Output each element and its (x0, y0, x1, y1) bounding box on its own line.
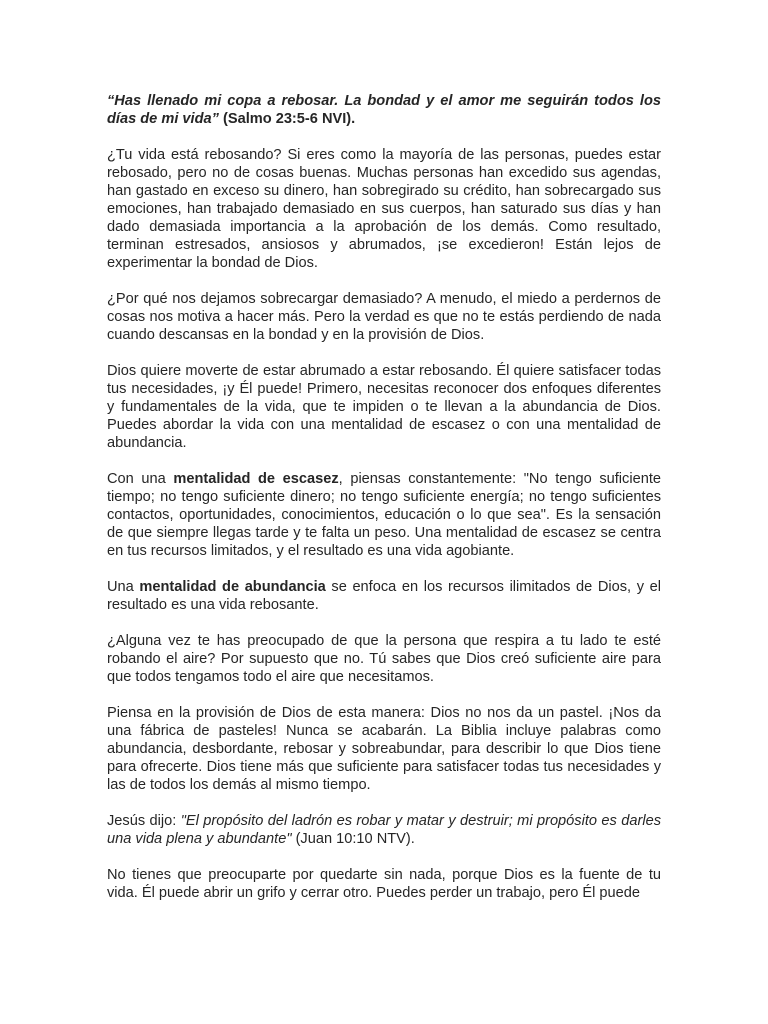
paragraph-8-lead: Jesús dijo: (107, 813, 181, 829)
paragraph-9: No tienes que preocuparte por quedarte sin nada, porque Dios es la fuente de tu vida. Él puede abrir un grifo y cerrar otro. Puedes perder un trabajo, pero Él puede (107, 867, 661, 901)
paragraph-5 (107, 578, 661, 614)
document-page (107, 92, 661, 920)
abundance-term: mentalidad de abundancia (139, 579, 326, 595)
paragraph-6: ¿Alguna vez te has preocupado de que la persona que respira a tu lado te esté robando el aire? Por supuesto que no. Tú sabes que Dios creó suficiente aire para que todos tengamos todo el aire que necesitamos. (107, 633, 661, 685)
paragraph-8-reference: (Juan 10:10 NTV). (291, 831, 415, 847)
paragraph-8 (107, 812, 661, 848)
paragraph-2: ¿Por qué nos dejamos sobrecargar demasiado? A menudo, el miedo a perdernos de cosas nos motiva a hacer más. Pero la verdad es que no te estás perdiendo de nada cuando descansas en la bondad y en la provisión de Dios. (107, 291, 661, 343)
opening-verse-reference: (Salmo 23:5-6 NVI). (218, 111, 356, 127)
paragraph-5-lead: Una (107, 579, 140, 595)
opening-verse (107, 92, 661, 128)
opening-verse-quote: “Has llenado mi copa a rebosar. La bondad y el amor me seguirán todos los días de mi vida” (107, 93, 661, 127)
paragraph-7: Piensa en la provisión de Dios de esta manera: Dios no nos da un pastel. ¡Nos da una fábrica de pasteles! Nunca se acabarán. La Biblia incluye palabras como abundancia, desbordante, rebosar y sobreabundar, para describir lo que Dios tiene para ofrecerte. Dios tiene más que suficiente para satisfacer todas tus necesidades y las de todos los demás al mismo tiempo. (107, 705, 661, 793)
jesus-quote: "El propósito del ladrón es robar y matar y destruir; mi propósito es darles una vida plena y abundante" (107, 813, 661, 847)
paragraph-4-rest: , piensas constantemente: "No tengo suficiente tiempo; no tengo suficiente dinero; no tengo suficiente energía; no tengo suficientes contactos, oportunidades, conocimientos, educación o lo que sea". Es la sensación de que siempre llegas tarde y te falta un peso. Una mentalidad de escasez se centra en tus recursos limitados, y el resultado es una vida agobiante. (107, 471, 661, 559)
paragraph-3: Dios quiere moverte de estar abrumado a estar rebosando. Él quiere satisfacer todas tus necesidades, ¡y Él puede! Primero, necesitas reconocer dos enfoques diferentes y fundamentales de la vida, que te impiden o te llevan a la abundancia de Dios. Puedes abordar la vida con una mentalidad de escasez o con una mentalidad de abundancia. (107, 363, 661, 451)
paragraph-5-rest: se enfoca en los recursos ilimitados de Dios, y el resultado es una vida rebosante. (107, 579, 661, 613)
paragraph-1: ¿Tu vida está rebosando? Si eres como la mayoría de las personas, puedes estar rebosado, pero no de cosas buenas. Muchas personas han excedido sus agendas, han gastado en exceso su dinero, han sobregirado su crédito, han sobrecargado sus emociones, han trabajado demasiado en sus cuerpos, han saturado sus días y han dado demasiada importancia a la aprobación de los demás. Como resultado, terminan estresados, ansiosos y abrumados, ¡se excedieron! Están lejos de experimentar la bondad de Dios. (107, 147, 661, 271)
scarcity-term: mentalidad de escasez (173, 471, 339, 487)
paragraph-4 (107, 470, 661, 560)
paragraph-4-lead: Con una (107, 471, 174, 487)
